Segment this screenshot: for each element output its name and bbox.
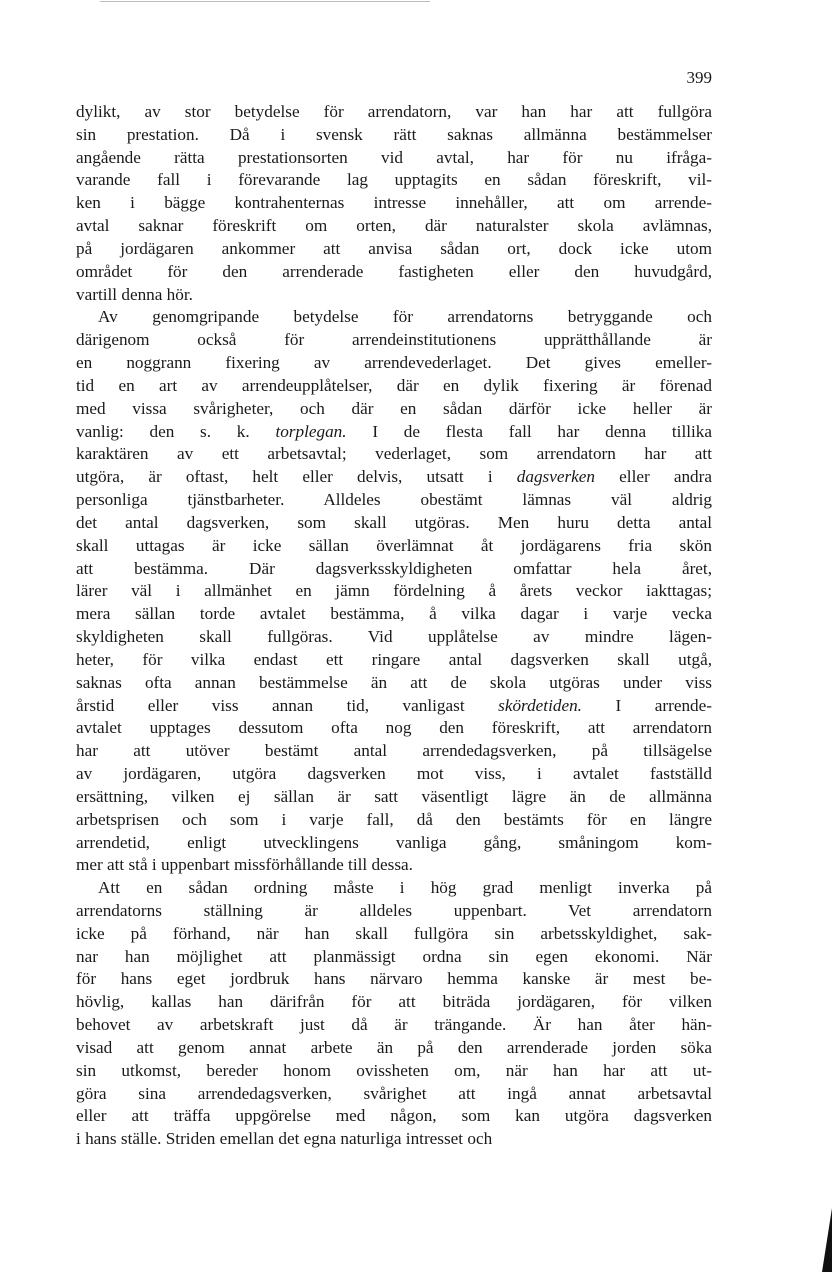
text-line: området för den arrenderade fastigheten eller den huvudgård, [76, 261, 712, 281]
text-line: ersättning, vilken ej sällan är satt väsentligt lägre än de allmänna [76, 786, 712, 806]
text-line: avtal saknar föreskrift om orten, där naturalster skola avlämnas, [76, 216, 712, 236]
top-edge-rule [100, 1, 430, 2]
text-line: årstid eller viss annan tid, vanligast skördetiden. I arrende- [76, 695, 712, 715]
page-number: 399 [686, 68, 712, 87]
italic-term: skördetiden. [498, 695, 582, 715]
italic-term: dagsverken [516, 467, 596, 487]
text-line: av jordägaren, utgöra dagsverken mot viss, i avtalet fastställd [76, 764, 712, 784]
text-line: hövlig, kallas han därifrån för att biträda jordägaren, för vilken [76, 992, 712, 1012]
text-line: arrendetid, enligt utvecklingens vanliga gång, småningom kom- [76, 832, 712, 852]
text-line: karaktären av ett arbetsavtal; vederlaget, som arrendatorn har att [76, 444, 712, 464]
text-line: icke på förhand, när han skall fullgöra sin arbetsskyldighet, sak- [76, 923, 712, 943]
text-line: med vissa svårigheter, och där en sådan därför icke heller är [76, 398, 712, 418]
text-line: för hans eget jordbruk hans närvaro hemma kanske är mest be- [76, 969, 712, 989]
text-line: varande fall i förevarande lag upptagits en sådan föreskrift, vil- [76, 170, 712, 190]
text-line: angående rätta prestationsorten vid avtal, har för nu ifråga- [76, 147, 712, 167]
text-line: Att en sådan ordning måste i hög grad menligt inverka på [98, 878, 712, 898]
text-line: sin prestation. Då i svensk rätt saknas allmänna bestämmelser [76, 124, 712, 144]
scan-edge-mark [822, 1208, 832, 1272]
text-line: därigenom också för arrendeinstitutionens upprätthållande är [76, 330, 712, 350]
text-line: på jordägaren ankommer att anvisa sådan ort, dock icke utom [76, 238, 712, 258]
text-line: tid en art av arrendeupplåtelser, där en dylik fixering är förenad [76, 375, 712, 395]
text-line: vartill denna hör. [76, 284, 193, 304]
text-line: utgöra, är oftast, helt eller delvis, utsatt i dagsverken eller andra [76, 467, 712, 487]
text-line: heter, för vilka endast ett ringare antal dagsverken skall utgå, [76, 649, 712, 669]
text-line: vanlig: den s. k. torplegan. I de flesta fall har denna tillika [76, 421, 712, 441]
text-line: en noggrann fixering av arrendevederlaget. Det gives emeller- [76, 353, 712, 373]
text-line: att bestämma. Där dagsverksskyldigheten omfattar hela året, [76, 558, 712, 578]
text-line: sin utkomst, bereder honom ovissheten om, när han har att ut- [76, 1060, 712, 1080]
page-text-body [76, 101, 712, 1151]
text-line: eller att träffa uppgörelse med någon, som kan utgöra dagsverken [76, 1106, 712, 1126]
text-line: skyldigheten skall fullgöras. Vid upplåtelse av mindre lägen- [76, 627, 712, 647]
text-line: har att utöver bestämt antal arrendedagsverken, på tillsägelse [76, 741, 712, 761]
text-line: göra sina arrendedagsverken, svårighet att ingå annat arbetsavtal [76, 1083, 712, 1103]
text-line: ken i bägge kontrahenternas intresse innehåller, att om arrende- [76, 193, 712, 213]
text-line: personliga tjänstbarheter. Alldeles obestämt lämnas väl aldrig [76, 490, 712, 510]
text-line: det antal dagsverken, som skall utgöras. Men huru detta antal [76, 512, 712, 532]
text-line: mera sällan torde avtalet bestämma, å vilka dagar i varje vecka [76, 604, 712, 624]
text-line: behovet av arbetskraft just då är trängande. Är han åter hän- [76, 1015, 712, 1035]
text-line: mer att stå i uppenbart missförhållande till dessa. [76, 855, 413, 875]
text-line: visad att genom annat arbete än på den arrenderade jorden söka [76, 1037, 712, 1057]
text-line: arrendatorns ställning är alldeles uppenbart. Vet arrendatorn [76, 900, 712, 920]
text-line: nar han möjlighet att planmässigt ordna sin egen ekonomi. När [76, 946, 712, 966]
text-line: dylikt, av stor betydelse för arrendatorn, var han har att fullgöra [76, 102, 712, 121]
text-line: Av genomgripande betydelse för arrendatorns betryggande och [98, 307, 712, 327]
text-line: avtalet upptages dessutom ofta nog den föreskrift, att arrendatorn [76, 718, 712, 738]
text-line: skall uttagas är icke sällan överlämnat åt jordägarens fria skön [76, 535, 712, 555]
text-line: i hans ställe. Striden emellan det egna naturliga intresset och [76, 1129, 493, 1149]
text-line: saknas ofta annan bestämmelse än att de skola utgöras under viss [76, 672, 712, 692]
paragraph [76, 101, 712, 306]
paragraph [76, 877, 712, 1151]
italic-term: torplegan. [275, 421, 347, 441]
paragraph [76, 306, 712, 877]
text-line: arbetsprisen och som i varje fall, då den bestämts för en längre [76, 809, 712, 829]
text-line: lärer väl i allmänhet en jämn fördelning å årets veckor iakttagas; [76, 581, 712, 601]
